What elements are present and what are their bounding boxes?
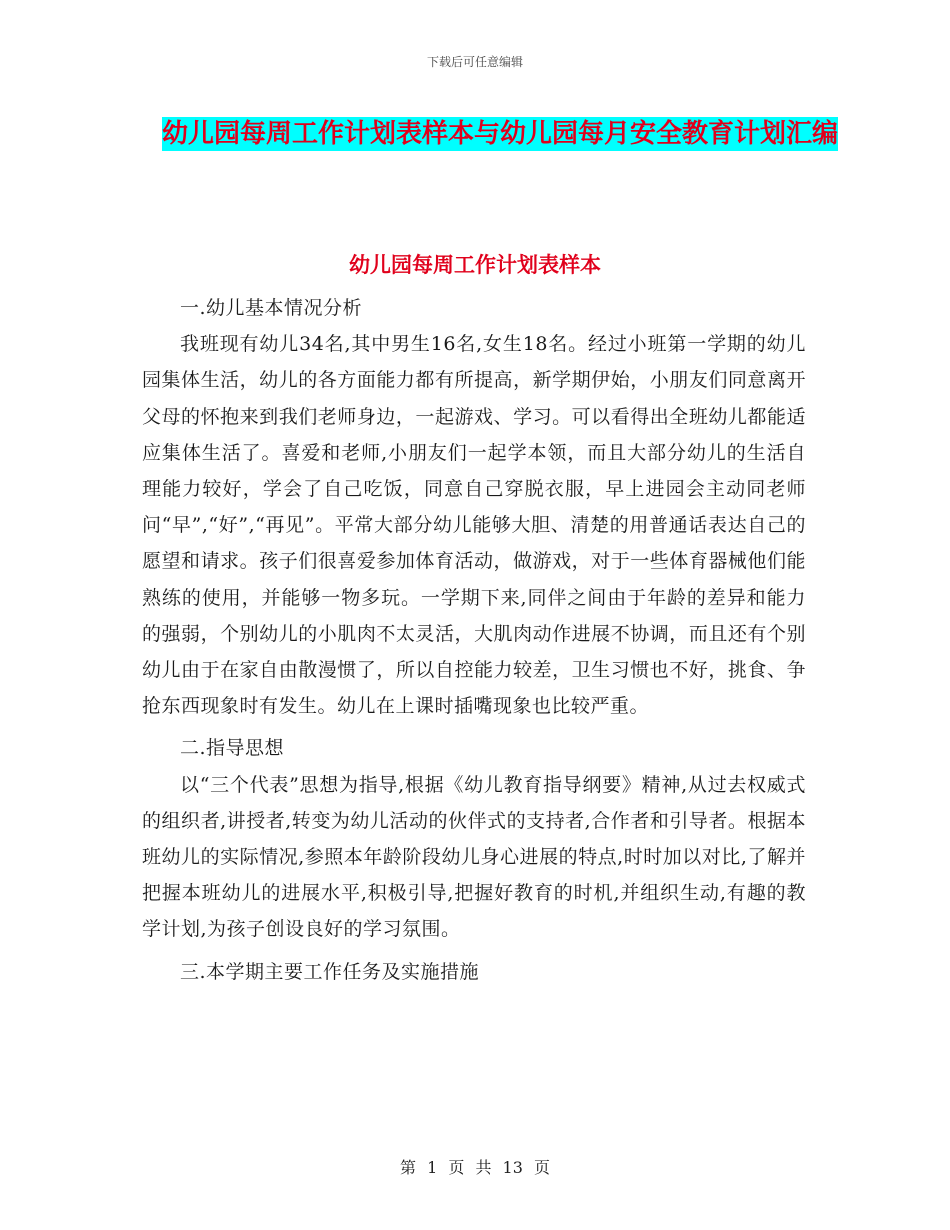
section-1-heading: 一.幼儿基本情况分析 — [180, 297, 363, 319]
main-title-highlight: 幼儿园每周工作计划表样本与幼儿园每月安全教育计划汇编 — [161, 119, 838, 149]
page-footer: 第 1 页 共 13 页 — [400, 1158, 550, 1177]
document-main-title — [150, 112, 850, 156]
section-2-heading: 二.指导思想 — [180, 737, 285, 760]
page-header-note: 下载后可任意编辑 — [426, 55, 523, 69]
section-1-paragraph: 我班现有幼儿34名,其中男生16名,女生18名。经过小班第一学期的幼儿园集体生活，幼儿的各方面能力都有所提高，新学期伊始，小朋友们同意离开父母的怀抱来到我们老师身边，一起游戏、学习。可以看得出全班幼儿都能适应集体生活了。喜爱和老师,小朋友们一起学本领，而且大部分幼儿的生活自理能力较好，学会了自己吃饭，同意自己穿脱衣服，早上进园会主动同老师问“早”,“好”,“再见”。平常大部分幼儿能够大胆、清楚的用普通话表达自己的愿望和请求。孩子们很喜爱参加体育活动，做游戏，对于一些体育器械他们能熟练的使用，并能够一物多玩。一学期下来,同伴之间由于年龄的差异和能力的强弱，个别幼儿的小肌肉不太灵活，大肌肉动作进展不协调，而且还有个别幼儿由于在家自由散漫惯了，所以自控能力较差，卫生习惯也不好，挑食、争抢东西现象时有发生。幼儿在上课时插嘴现象也比较严重。 — [142, 333, 806, 718]
document-body — [142, 290, 806, 990]
section-2-paragraph: 以“三个代表”思想为指导,根据《幼儿教育指导纲要》精神,从过去权威式的组织者,讲授者,转变为幼儿活动的伙伴式的支持者,合作者和引导者。根据本班幼儿的实际情况,参照本年龄阶段幼儿身心进展的特点,时时加以对比,了解并把握本班幼儿的进展水平,积极引导,把握好教育的时机,并组织生动,有趣的教学计划,为孩子创设良好的学习氛围。 — [142, 773, 806, 941]
section-3-heading: 三.本学期主要工作任务及实施措施 — [180, 960, 480, 983]
section-title: 幼儿园每周工作计划表样本 — [349, 253, 601, 277]
